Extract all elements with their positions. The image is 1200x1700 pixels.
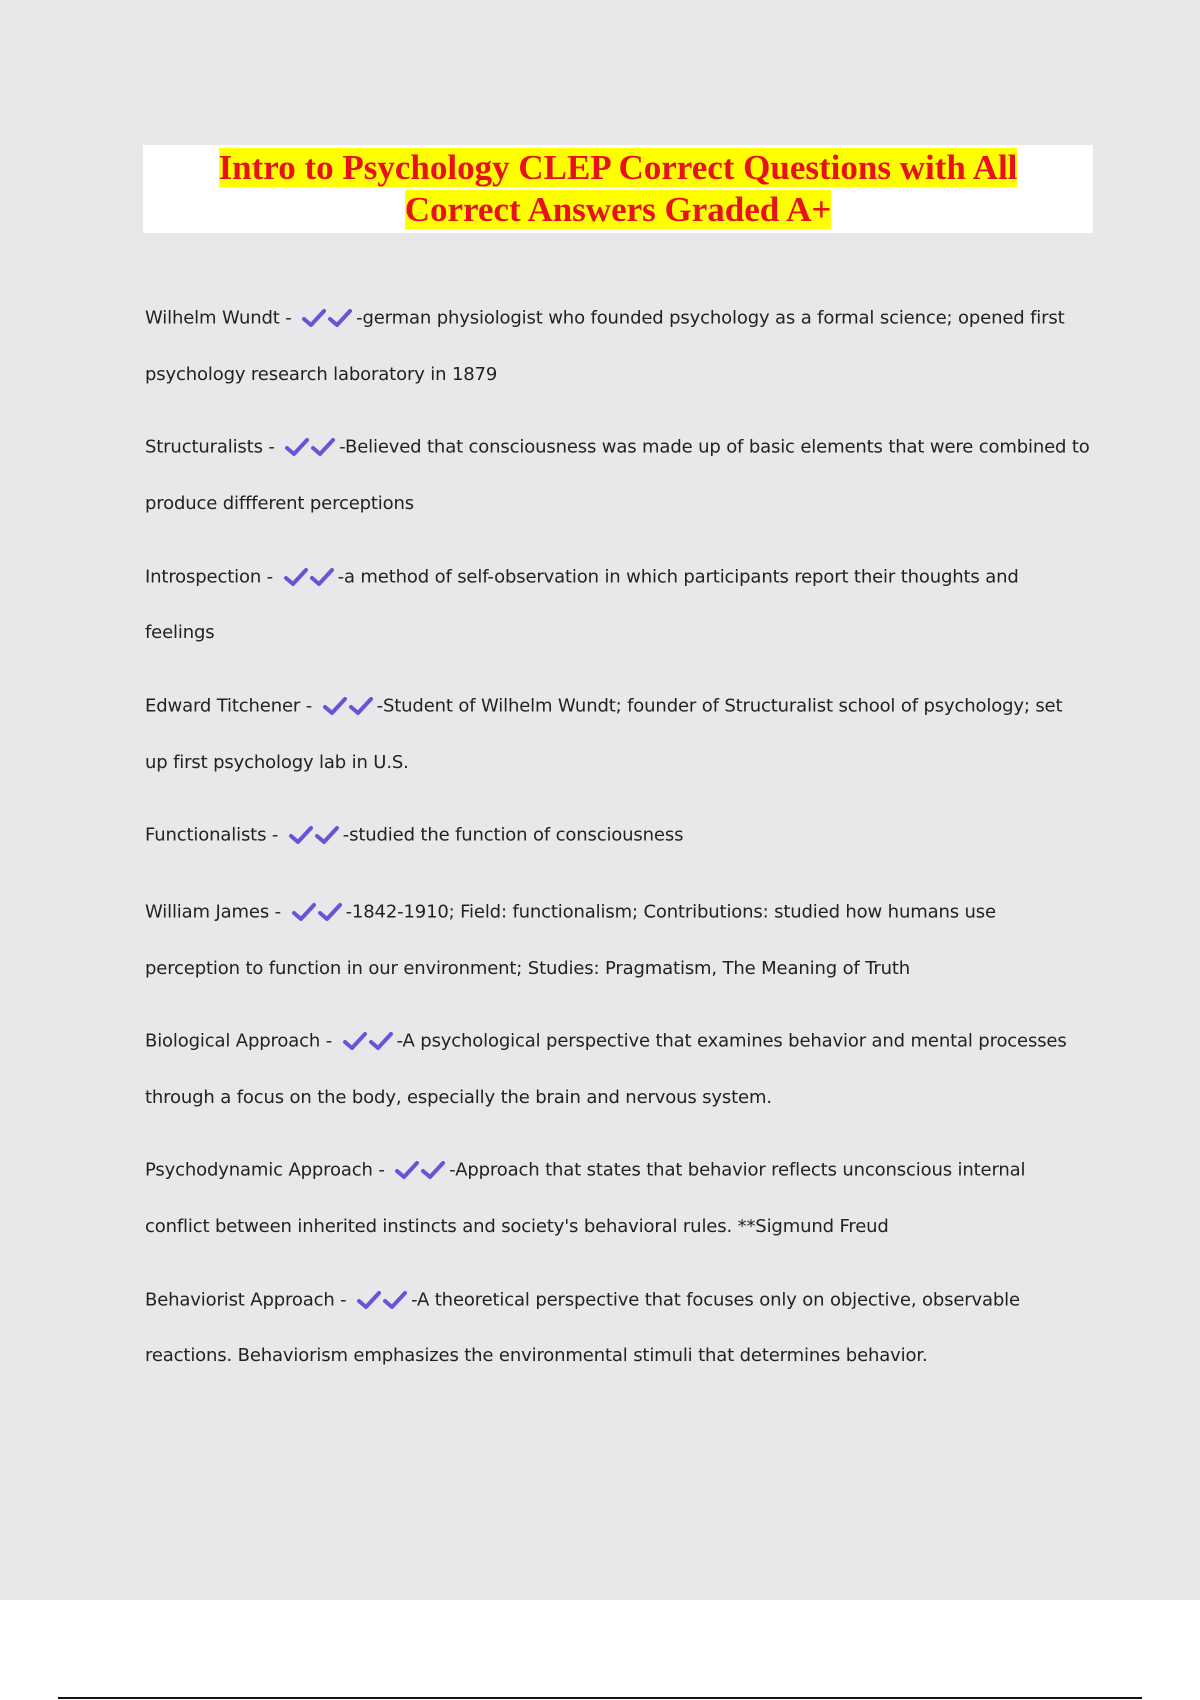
footer-divider [58,1697,1142,1699]
check-icon [310,436,336,458]
check-icon [301,307,327,329]
check-icon [283,566,309,588]
check-icon [327,307,353,329]
entry-term: Functionalists - [145,824,284,846]
entry-definition: -Approach that states that behavior reflects unconscious internal conflict between inherited instincts and society's behavioral rules. **Sigmund Freud [145,1159,1026,1237]
check-icon [368,1030,394,1052]
check-icon [288,824,314,846]
entry-william-james [145,884,1090,997]
entry-introspection [145,549,1090,662]
entry-term: Psychodynamic Approach - [145,1159,391,1181]
title-line-1: Intro to Psychology CLEP Correct Questions with All [218,148,1018,187]
check-icon [342,1030,368,1052]
check-icon [348,695,374,717]
entry-structuralists [145,419,1090,532]
double-check-icons [291,884,343,941]
check-icon [291,901,317,923]
check-icon [309,566,335,588]
entry-wilhelm-wundt [145,290,1090,403]
entry-biological-approach [145,1013,1090,1126]
entry-definition: -a method of self-observation in which participants report their thoughts and feelings [145,565,1019,644]
entry-definition: -Believed that consciousness was made up of basic elements that were combined to produce diffferent perceptions [145,436,1090,514]
check-icon [314,824,340,846]
title-box [143,145,1093,233]
entry-definition: -A psychological perspective that examines behavior and mental processes through a focus on the body, especially the brain and nervous system. [145,1030,1067,1108]
entry-term: Edward Titchener - [145,695,318,716]
entry-term: Behaviorist Approach - [145,1288,353,1310]
entry-functionalists [145,807,1090,864]
entry-definition: -german physiologist who founded psychology as a formal science; opened first psychology research laboratory in 1879 [145,307,1065,385]
check-icon [394,1159,420,1181]
entry-term: William James - [145,901,287,922]
entry-term: Introspection - [145,565,279,587]
double-check-icons [284,419,336,476]
entry-term: Wilhelm Wundt - [145,307,298,329]
document-title [219,147,1018,231]
check-icon [356,1289,382,1311]
entry-definition: -Student of Wilhelm Wundt; founder of Structuralist school of psychology; set up first psychology lab in U.S. [145,695,1063,773]
double-check-icons [283,549,335,606]
entry-edward-titchener [145,678,1090,791]
double-check-icons [394,1142,446,1199]
double-check-icons [356,1272,408,1329]
double-check-icons [342,1013,394,1070]
title-line-2: Correct Answers Graded A+ [404,190,832,229]
entry-behaviorist-approach [145,1272,1090,1385]
double-check-icons [322,678,374,735]
entry-definition: -A theoretical perspective that focuses only on objective, observable reactions. Behaviorism emphasizes the environmental stimuli that determines behavior. [145,1288,1020,1367]
entry-term: Structuralists - [145,436,281,458]
check-icon [420,1159,446,1181]
entry-definition: -studied the function of consciousness [342,824,684,846]
entry-definition: -1842-1910; Field: functionalism; Contributions: studied how humans use perception to function in our environment; Studies: Pragmatism, The Meaning of Truth [145,901,996,979]
check-icon [284,436,310,458]
check-icon [317,901,343,923]
entry-term: Biological Approach - [145,1030,338,1052]
double-check-icons [301,290,353,347]
check-icon [322,695,348,717]
entry-psychodynamic-approach [145,1142,1090,1255]
check-icon [382,1289,408,1311]
double-check-icons [288,807,340,864]
flashcard-list [145,290,1090,1401]
